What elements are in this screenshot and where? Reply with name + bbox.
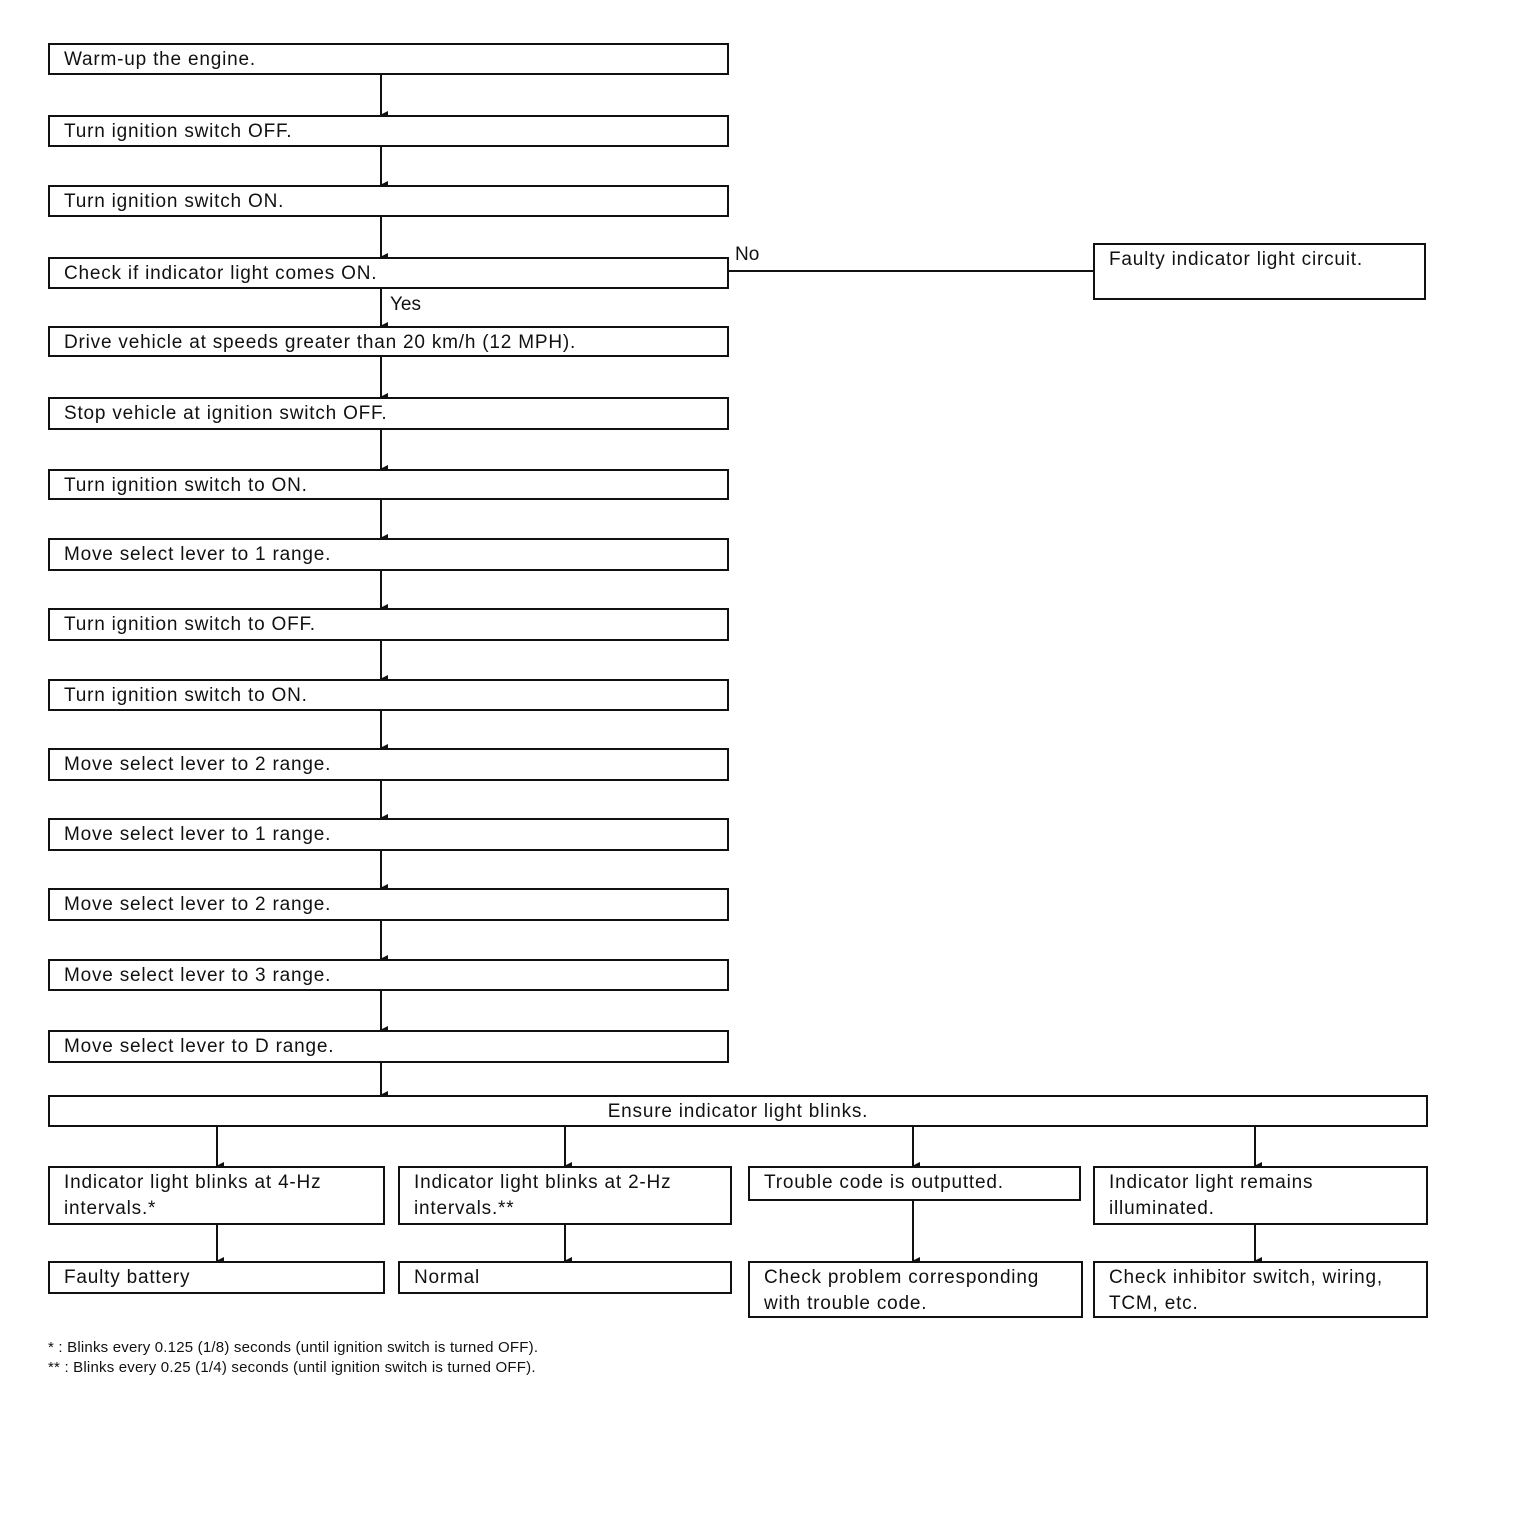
step-7-box: Turn ignition switch to ON. xyxy=(48,469,729,500)
step-2-box: Turn ignition switch OFF. xyxy=(48,115,729,147)
footnote-double-star: ** : Blinks every 0.25 (1/4) seconds (until ignition switch is turned OFF). xyxy=(48,1359,536,1376)
result-faulty-battery-box: Faulty battery xyxy=(48,1261,385,1294)
branch-yes-label: Yes xyxy=(390,294,421,315)
step-4-box: Check if indicator light comes ON. xyxy=(48,257,729,289)
result-check-trouble-code-box: Check problem corresponding with trouble code. xyxy=(748,1261,1083,1318)
result-check-inhibitor-box: Check inhibitor switch, wiring, TCM, etc. xyxy=(1093,1261,1428,1318)
step-3-box: Turn ignition switch ON. xyxy=(48,185,729,217)
step-1-box: Warm-up the engine. xyxy=(48,43,729,75)
step-10-box: Turn ignition switch to ON. xyxy=(48,679,729,711)
step-5-box: Drive vehicle at speeds greater than 20 km/h (12 MPH). xyxy=(48,326,729,357)
step-13-box: Move select lever to 2 range. xyxy=(48,888,729,921)
result-normal-box: Normal xyxy=(398,1261,732,1294)
step-12-box: Move select lever to 1 range. xyxy=(48,818,729,851)
footnote-single-star: * : Blinks every 0.125 (1/8) seconds (until ignition switch is turned OFF). xyxy=(48,1339,539,1356)
step-14-box: Move select lever to 3 range. xyxy=(48,959,729,991)
step-11-box: Move select lever to 2 range. xyxy=(48,748,729,781)
condition-illuminated-box: Indicator light remains illuminated. xyxy=(1093,1166,1428,1225)
faulty-indicator-circuit-box: Faulty indicator light circuit. xyxy=(1093,243,1426,300)
step-6-box: Stop vehicle at ignition switch OFF. xyxy=(48,397,729,430)
step-8-box: Move select lever to 1 range. xyxy=(48,538,729,571)
condition-2hz-box: Indicator light blinks at 2-Hz intervals.** xyxy=(398,1166,732,1225)
step-15-box: Move select lever to D range. xyxy=(48,1030,729,1063)
condition-4hz-box: Indicator light blinks at 4-Hz intervals.* xyxy=(48,1166,385,1225)
branch-no-label: No xyxy=(735,244,760,265)
ensure-blinks-box: Ensure indicator light blinks. xyxy=(48,1095,1428,1127)
condition-trouble-code-box: Trouble code is outputted. xyxy=(748,1166,1081,1201)
step-9-box: Turn ignition switch to OFF. xyxy=(48,608,729,641)
